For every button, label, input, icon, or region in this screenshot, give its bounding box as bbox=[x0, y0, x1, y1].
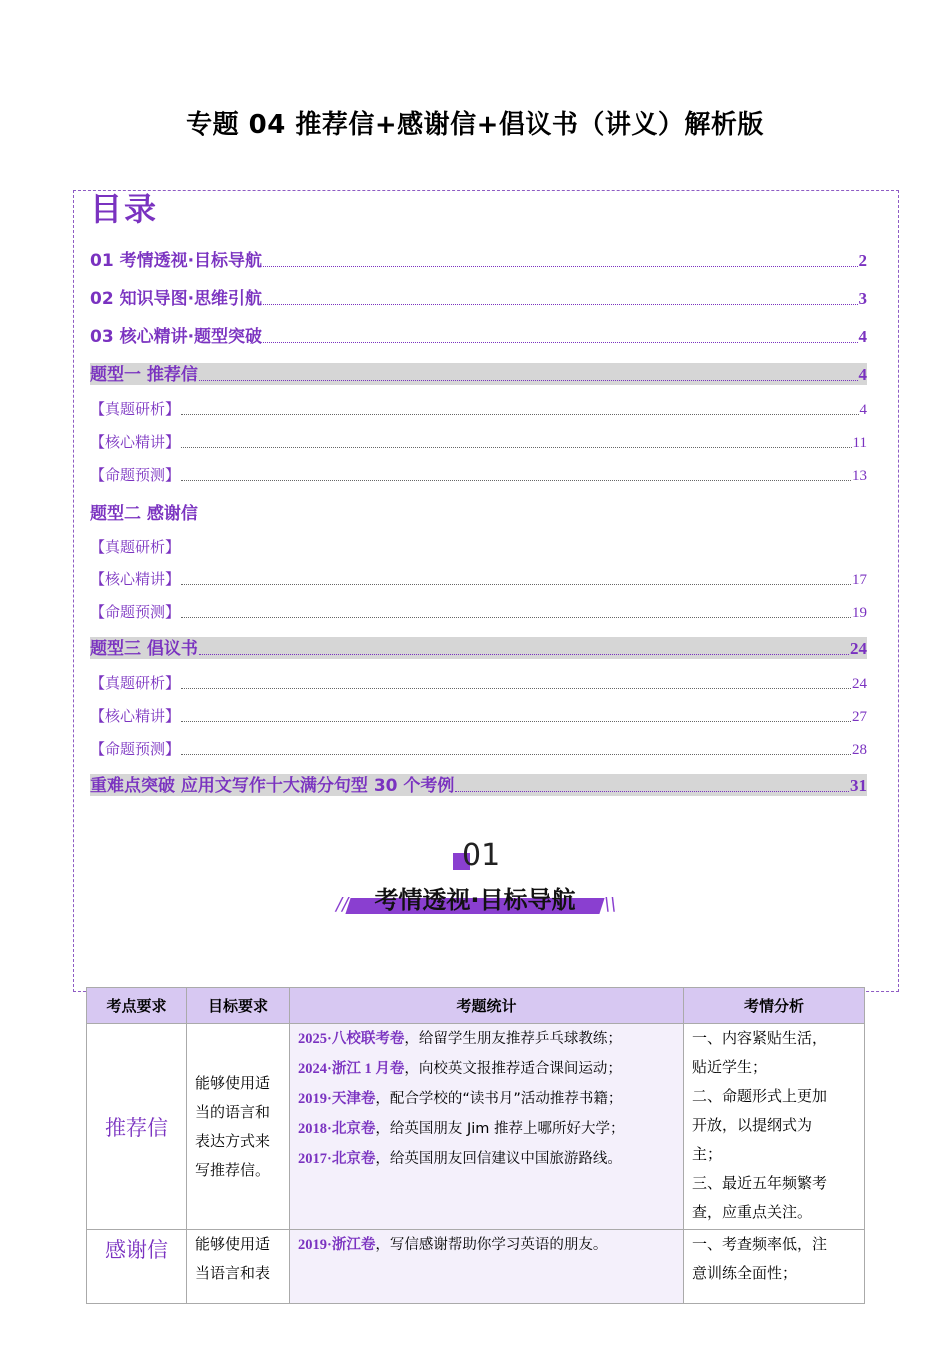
toc-entry-label: 【命题预测】 bbox=[90, 603, 181, 621]
toc-entry-page: 13 bbox=[852, 468, 867, 484]
exam-source: 2019·天津卷 bbox=[298, 1091, 376, 1107]
toc-entry-type-1-predict[interactable] bbox=[90, 465, 867, 485]
exam-source: 2025·八校联考卷 bbox=[298, 1031, 405, 1047]
exam-task: ，给留学生朋友推荐乒乓球教练； bbox=[404, 1031, 622, 1047]
toc-entry-label: 【真题研析】 bbox=[90, 674, 181, 692]
toc-leader-dots bbox=[181, 479, 851, 481]
analysis-line: 贴近学生； bbox=[692, 1058, 768, 1076]
header-goal: 目标要求 bbox=[187, 988, 290, 1024]
backslash-decoration-icon: \\ bbox=[604, 894, 617, 915]
toc-leader-dots bbox=[199, 379, 858, 381]
analysis-line: 主； bbox=[692, 1145, 723, 1163]
exam-task: ，给英国朋友 Jim 推荐上哪所好大学； bbox=[375, 1121, 625, 1137]
toc-entry-type-1-real[interactable] bbox=[90, 399, 867, 419]
stats-line bbox=[298, 1054, 675, 1084]
exam-task: ，向校英文报推荐适合课间运动； bbox=[404, 1061, 622, 1077]
analysis-line: 开放，以提纲式为 bbox=[692, 1116, 813, 1134]
toc-entry-label: 01 考情透视·目标导航 bbox=[90, 251, 263, 271]
toc-entry-label: 【核心精讲】 bbox=[90, 570, 181, 588]
exam-source: 2018·北京卷 bbox=[298, 1121, 376, 1137]
category-cell: 推荐信 bbox=[87, 1024, 187, 1230]
toc-entry-page: 4 bbox=[858, 327, 867, 346]
stats-line bbox=[298, 1114, 675, 1144]
analysis-line: 三、最近五年频繁考 bbox=[692, 1174, 828, 1192]
table-row bbox=[87, 1024, 865, 1230]
analysis-line: 意训练全面性； bbox=[692, 1264, 798, 1282]
toc-leader-dots bbox=[263, 303, 857, 305]
toc-entry-page: 24 bbox=[852, 676, 867, 692]
header-analysis: 考情分析 bbox=[684, 988, 865, 1024]
table-row bbox=[87, 1230, 865, 1304]
goal-line: 写推荐信。 bbox=[195, 1160, 271, 1179]
section-number: 01 bbox=[462, 838, 501, 873]
toc-entry-page: 17 bbox=[852, 572, 867, 588]
slash-decoration-icon: // bbox=[336, 894, 349, 915]
toc-entry-breakthrough[interactable] bbox=[90, 774, 867, 796]
stats-cell bbox=[290, 1024, 684, 1230]
exam-source: 2017·北京卷 bbox=[298, 1151, 376, 1167]
analysis-cell bbox=[684, 1024, 865, 1230]
exam-task: ，配合学校的“读书月”活动推荐书籍； bbox=[375, 1091, 623, 1107]
table-header-row bbox=[87, 988, 865, 1024]
stats-line bbox=[298, 1144, 675, 1174]
analysis-line: 一、内容紧贴生活， bbox=[692, 1029, 828, 1047]
toc-leader-dots bbox=[455, 790, 849, 792]
toc-entry-page: 24 bbox=[850, 639, 867, 658]
goal-line: 表达方式来 bbox=[195, 1131, 271, 1150]
toc-entry-page: 4 bbox=[858, 365, 867, 384]
stats-line bbox=[298, 1024, 675, 1054]
toc-entry-label: 02 知识导图·思维引航 bbox=[90, 289, 263, 309]
toc-entry-type-1[interactable] bbox=[90, 363, 867, 385]
header-stats: 考题统计 bbox=[290, 988, 684, 1024]
toc-entry-type-3-core[interactable] bbox=[90, 706, 867, 726]
toc-entry-label: 03 核心精讲·题型突破 bbox=[90, 327, 263, 347]
toc-entry-page: 4 bbox=[859, 402, 867, 418]
toc-entry-page: 2 bbox=[858, 251, 867, 270]
exam-task: ，写信感谢帮助你学习英语的朋友。 bbox=[375, 1237, 608, 1253]
goal-line: 当语言和表 bbox=[195, 1264, 271, 1282]
analysis-line: 一、考查频率低，注 bbox=[692, 1235, 828, 1253]
toc-leader-dots bbox=[181, 616, 851, 618]
toc-entry-label: 重难点突破 应用文写作十大满分句型 30 个考例 bbox=[90, 776, 455, 796]
toc-leader-dots bbox=[263, 341, 857, 343]
toc-entry-type-3-real[interactable] bbox=[90, 673, 867, 693]
goal-line: 能够使用适 bbox=[195, 1073, 271, 1092]
goal-cell bbox=[187, 1230, 290, 1304]
toc-entry-page: 19 bbox=[852, 605, 867, 621]
toc-entry-section-03[interactable] bbox=[90, 325, 867, 347]
section-title: 考情透视·目标导航 bbox=[374, 886, 576, 914]
toc-entry-type-2-core[interactable] bbox=[90, 569, 867, 589]
stats-line bbox=[298, 1230, 675, 1260]
exam-source: 2024·浙江 1 月卷 bbox=[298, 1061, 405, 1077]
toc-leader-dots bbox=[181, 720, 851, 722]
toc-leader-dots bbox=[181, 413, 858, 415]
toc-leader-dots bbox=[181, 446, 852, 448]
toc-entry-section-02[interactable] bbox=[90, 287, 867, 309]
toc-entry-section-01[interactable] bbox=[90, 249, 867, 271]
toc-entry-page: 11 bbox=[852, 435, 867, 451]
toc-leader-dots bbox=[181, 583, 851, 585]
header-exam-point: 考点要求 bbox=[87, 988, 187, 1024]
toc-entry-type-2-predict[interactable] bbox=[90, 602, 867, 622]
toc-leader-dots bbox=[263, 265, 857, 267]
exam-source: 2019·浙江卷 bbox=[298, 1237, 376, 1253]
toc-heading: 目录 bbox=[90, 190, 159, 228]
toc-entry-label: 【核心精讲】 bbox=[90, 707, 181, 725]
goal-cell bbox=[187, 1024, 290, 1230]
toc-leader-dots bbox=[199, 653, 849, 655]
stats-cell bbox=[290, 1230, 684, 1304]
toc-leader-dots bbox=[181, 687, 851, 689]
analysis-line: 二、命题形式上更加 bbox=[692, 1087, 828, 1105]
goal-line: 能够使用适 bbox=[195, 1235, 271, 1253]
toc-entry-type-3-predict[interactable] bbox=[90, 739, 867, 759]
toc-entry-label: 【命题预测】 bbox=[90, 466, 181, 484]
stats-line bbox=[298, 1084, 675, 1114]
exam-task: ，给英国朋友回信建议中国旅游路线。 bbox=[375, 1151, 622, 1167]
document-title: 专题 04 推荐信+感谢信+倡议书（讲义）解析版 bbox=[186, 110, 764, 140]
analysis-cell bbox=[684, 1230, 865, 1304]
toc-entry-type-2[interactable]: 题型二 感谢信 bbox=[90, 504, 198, 524]
toc-entry-label: 题型三 倡议书 bbox=[90, 639, 198, 659]
toc-leader-dots bbox=[181, 753, 851, 755]
toc-entry-type-3[interactable] bbox=[90, 637, 867, 659]
exam-analysis-table bbox=[86, 987, 865, 1304]
goal-line: 当的语言和 bbox=[195, 1102, 271, 1121]
category-cell: 感谢信 bbox=[87, 1230, 187, 1304]
toc-entry-page: 31 bbox=[850, 776, 867, 795]
toc-entry-page: 3 bbox=[858, 289, 867, 308]
toc-entry-page: 27 bbox=[852, 709, 867, 725]
toc-entry-page: 28 bbox=[852, 742, 867, 758]
toc-entry-label: 题型一 推荐信 bbox=[90, 365, 198, 385]
toc-entry-type-1-core[interactable] bbox=[90, 432, 867, 452]
toc-entry-label: 【命题预测】 bbox=[90, 740, 181, 758]
toc-entry-label: 【核心精讲】 bbox=[90, 433, 181, 451]
toc-entry-label: 【真题研析】 bbox=[90, 400, 181, 418]
analysis-line: 查，应重点关注。 bbox=[692, 1203, 813, 1221]
toc-entry-type-2-real[interactable]: 【真题研析】 bbox=[90, 538, 181, 556]
